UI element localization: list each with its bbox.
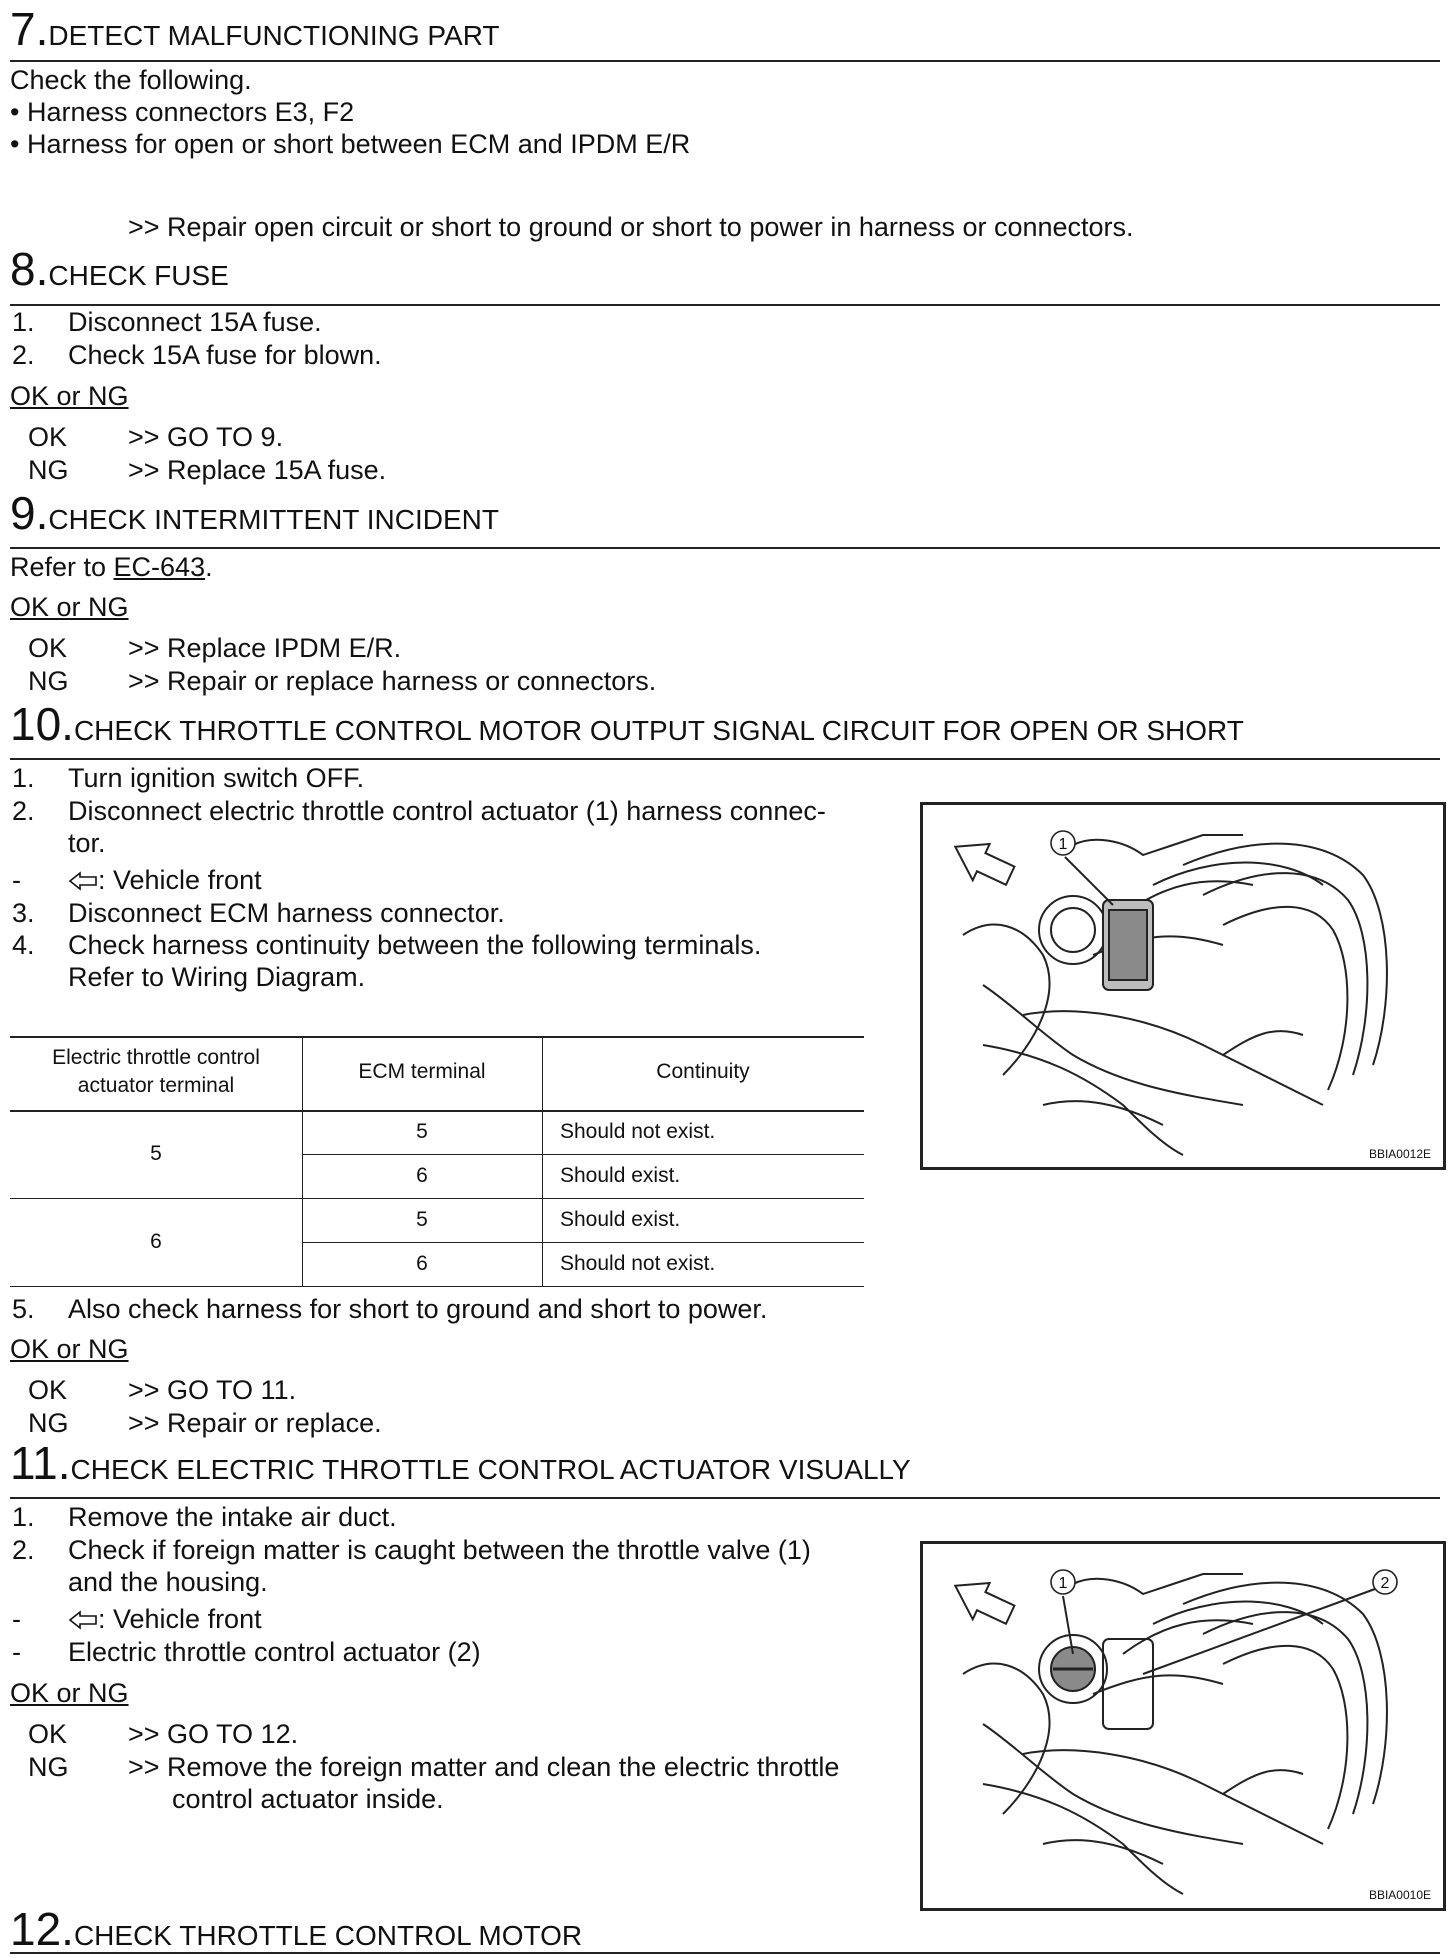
engine-illustration <box>923 805 1443 1167</box>
actuator-terminal-cell: 5 <box>150 1142 162 1165</box>
action-text: >> Repair open circuit or short to ground or short to power in harness or connectors. <box>128 212 1134 242</box>
ok-or-ng-label: OK or NG <box>10 381 129 411</box>
step-title: CHECK THROTTLE CONTROL MOTOR <box>73 1920 583 1951</box>
ec-643-link[interactable]: EC-643 <box>113 552 206 582</box>
ok-or-ng-label: OK or NG <box>10 592 129 622</box>
section-divider <box>10 60 1440 62</box>
continuity-cell: Should not exist. <box>560 1120 716 1143</box>
ecm-terminal-cell: 5 <box>416 1208 428 1231</box>
continuity-table <box>10 1036 864 1290</box>
step-number: 8. <box>10 243 49 295</box>
ng-label: NG <box>28 1752 69 1782</box>
table-rule <box>10 1286 864 1287</box>
figure-code: BBIA0010E <box>1368 1888 1431 1902</box>
arrow-left-outline-icon <box>68 1605 98 1637</box>
ng-label: NG <box>28 666 69 696</box>
table-rule <box>10 1036 864 1038</box>
ng-action: >> Remove the foreign matter and clean the electric throttle <box>128 1752 840 1782</box>
continuity-cell: Should exist. <box>560 1208 681 1231</box>
vehicle-front-note: : Vehicle front <box>68 864 262 898</box>
step-title: CHECK THROTTLE CONTROL MOTOR OUTPUT SIGNAL CIRCUIT FOR OPEN OR SHORT <box>73 715 1244 746</box>
step-10-heading <box>10 698 1244 750</box>
vehicle-front-note: : Vehicle front <box>68 1603 262 1637</box>
table-rule <box>302 1242 864 1243</box>
callout-2: 2 <box>1380 1575 1390 1592</box>
step-9-heading <box>10 487 499 539</box>
ok-or-ng-label: OK or NG <box>10 1678 129 1708</box>
item-text: Electric throttle control actuator (2) <box>68 1637 481 1667</box>
item-text: Remove the intake air duct. <box>68 1502 397 1532</box>
item-dash: - <box>12 865 21 895</box>
step-number: 10. <box>10 698 74 750</box>
ng-label: NG <box>28 1408 69 1438</box>
ng-label: NG <box>28 455 69 485</box>
item-number: 2. <box>12 796 35 826</box>
engine-figure-actuator-location <box>920 802 1446 1170</box>
callout-1: 1 <box>1058 836 1068 853</box>
step-title: CHECK FUSE <box>48 260 229 291</box>
item-number: 5. <box>12 1294 35 1324</box>
bullet-icon: • <box>10 97 20 127</box>
step-intro: Check the following. <box>10 65 252 95</box>
item-text: Turn ignition switch OFF. <box>68 763 365 793</box>
callout-1: 1 <box>1058 1575 1068 1592</box>
item-text: Disconnect ECM harness connector. <box>68 898 505 928</box>
ok-label: OK <box>28 422 68 452</box>
ok-label: OK <box>28 1719 68 1749</box>
step-7-heading <box>10 3 500 55</box>
step-8-heading <box>10 243 229 295</box>
ecm-terminal-cell: 6 <box>416 1252 428 1275</box>
refer-line: Refer to EC-643. <box>10 552 213 582</box>
item-text: Check 15A fuse for blown. <box>68 340 382 370</box>
ng-action-continued: control actuator inside. <box>172 1784 444 1814</box>
item-text: Also check harness for short to ground and short to power. <box>68 1294 768 1324</box>
item-text: Disconnect 15A fuse. <box>68 307 322 337</box>
step-number: 11. <box>10 1437 71 1489</box>
step-title: CHECK INTERMITTENT INCIDENT <box>48 504 499 535</box>
item-number: 4. <box>12 930 35 960</box>
step-title: DETECT MALFUNCTIONING PART <box>48 20 500 51</box>
ecm-terminal-cell: 6 <box>416 1164 428 1187</box>
item-number: 1. <box>12 307 35 337</box>
vehicle-front-arrow-icon <box>946 1570 1019 1632</box>
engine-figure-throttle-valve <box>920 1541 1446 1911</box>
step-11-heading <box>10 1437 911 1489</box>
item-text-continued: tor. <box>68 828 106 858</box>
section-divider <box>10 1497 1440 1499</box>
ecm-terminal-cell: 5 <box>416 1120 428 1143</box>
bullet-item: • Harness for open or short between ECM and IPDM E/R <box>10 129 691 159</box>
bullet-item: • Harness connectors E3, F2 <box>10 97 355 127</box>
item-dash: - <box>12 1637 21 1667</box>
ng-action: >> Repair or replace. <box>128 1408 382 1438</box>
item-number: 1. <box>12 1502 35 1532</box>
ok-label: OK <box>28 633 68 663</box>
actuator-terminal-cell: 6 <box>150 1230 162 1253</box>
item-dash: - <box>12 1604 21 1634</box>
step-number: 12. <box>10 1903 74 1955</box>
ok-label: OK <box>28 1375 68 1405</box>
item-text: Disconnect electric throttle control actuator (1) harness connec- <box>68 796 826 826</box>
engine-illustration <box>923 1544 1443 1908</box>
item-number: 2. <box>12 1535 35 1565</box>
section-divider <box>10 1952 1440 1954</box>
section-divider <box>10 758 1440 760</box>
table-header-actuator: Electric throttle control actuator terminal <box>52 1046 260 1097</box>
step-number: 7. <box>10 3 49 55</box>
item-text: Check harness continuity between the following terminals. <box>68 930 762 960</box>
section-divider <box>10 547 1440 549</box>
table-header-ecm: ECM terminal <box>358 1060 486 1083</box>
step-number: 9. <box>10 487 49 539</box>
item-number: 1. <box>12 763 35 793</box>
item-number: 2. <box>12 340 35 370</box>
ng-action: >> Repair or replace harness or connectors. <box>128 666 657 696</box>
table-rule <box>10 1110 864 1112</box>
vehicle-front-arrow-icon <box>946 831 1019 893</box>
ok-action: >> GO TO 12. <box>128 1719 299 1749</box>
ok-action: >> GO TO 11. <box>128 1375 297 1405</box>
ok-or-ng-label: OK or NG <box>10 1334 129 1364</box>
continuity-cell: Should exist. <box>560 1164 681 1187</box>
item-text: Check if foreign matter is caught between the throttle valve (1) <box>68 1535 811 1565</box>
step-title: CHECK ELECTRIC THROTTLE CONTROL ACTUATOR VISUALLY <box>70 1454 911 1485</box>
ng-action: >> Replace 15A fuse. <box>128 455 387 485</box>
item-text-continued: Refer to Wiring Diagram. <box>68 962 366 992</box>
figure-code: BBIA0012E <box>1368 1147 1431 1161</box>
ok-action: >> Replace IPDM E/R. <box>128 633 402 663</box>
table-rule <box>302 1154 864 1155</box>
table-header-continuity: Continuity <box>656 1060 750 1083</box>
table-rule <box>10 1198 864 1199</box>
continuity-cell: Should not exist. <box>560 1252 716 1275</box>
item-text-continued: and the housing. <box>68 1567 268 1597</box>
bullet-icon: • <box>10 129 20 159</box>
ok-action: >> GO TO 9. <box>128 422 284 452</box>
step-12-heading <box>10 1903 583 1955</box>
item-number: 3. <box>12 898 35 928</box>
arrow-left-outline-icon <box>68 866 98 898</box>
